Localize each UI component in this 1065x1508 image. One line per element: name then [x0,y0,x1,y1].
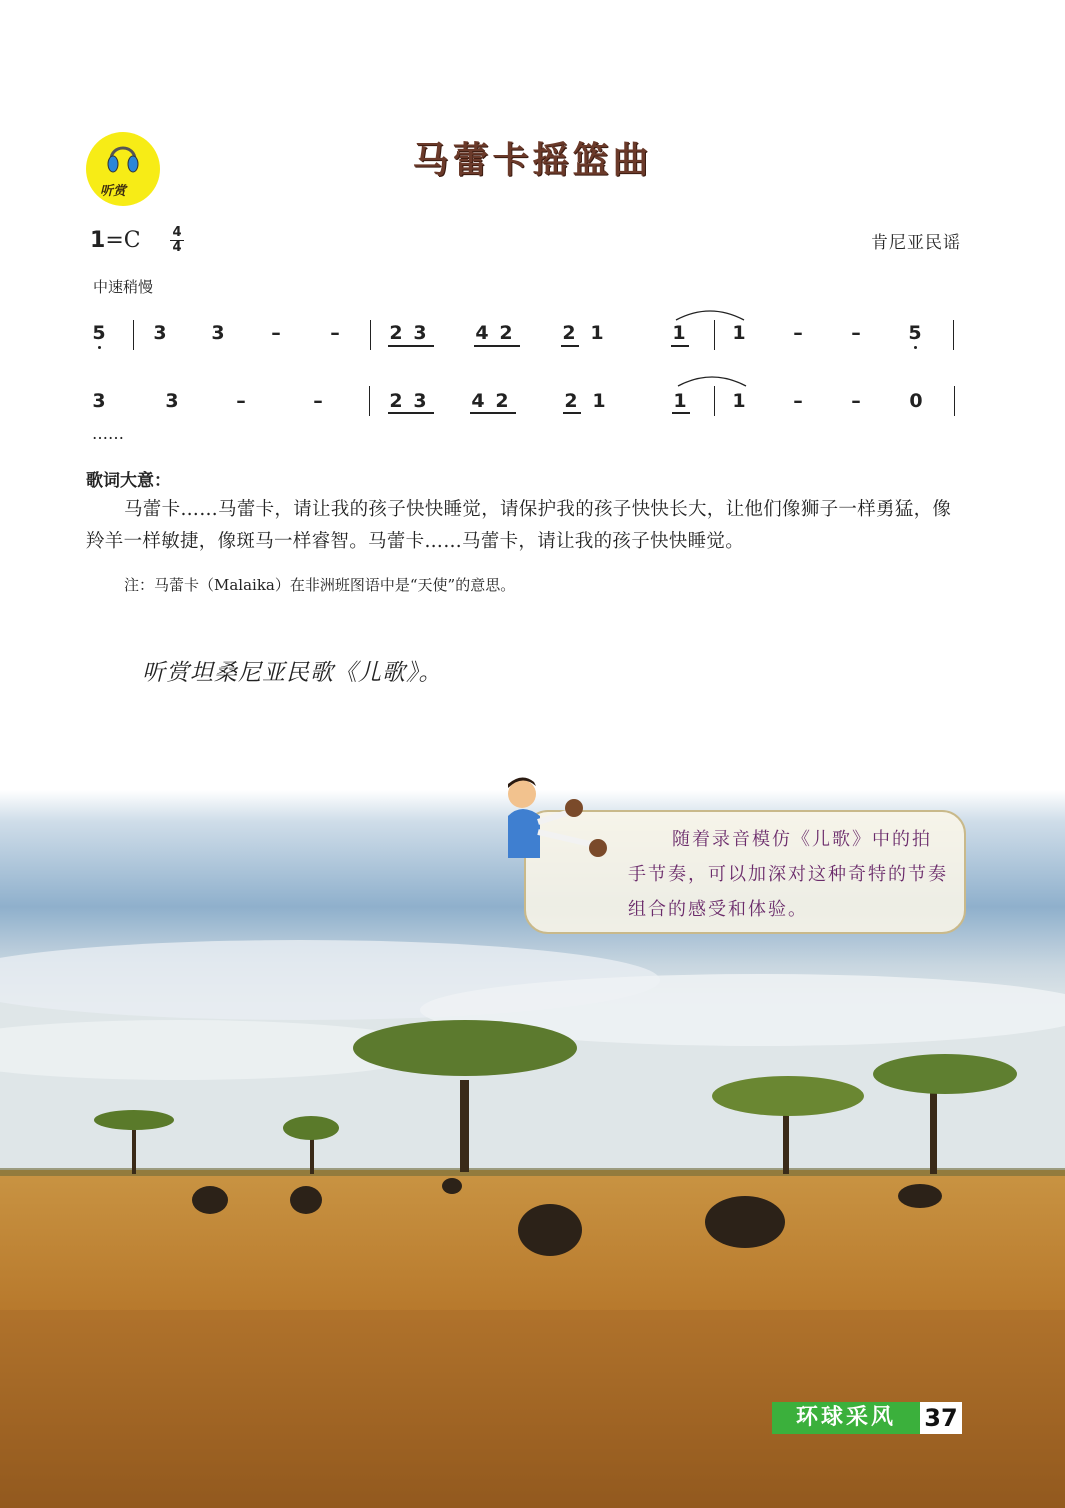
note: 5 [92,322,106,344]
note: – [851,390,861,412]
note: 4 [471,390,485,412]
page-number: 37 [920,1402,962,1434]
note: 1 [673,390,687,412]
underline [561,345,579,347]
song-title: 马蕾卡摇篮曲 [412,140,653,181]
time-top: 4 [172,225,182,240]
note: 3 [211,322,225,344]
badge-label: 听赏 [100,184,127,199]
barline [370,320,371,350]
low-octave-dot [98,346,101,349]
note: 2 [499,322,513,344]
barline [953,320,954,350]
note: – [271,322,281,344]
note: 1 [732,322,746,344]
key-tonic: 1 [90,228,106,253]
tie-slur [676,374,748,388]
note: – [851,322,861,344]
listening-task: 听赏坦桑尼亚民歌《儿歌》。 [142,660,443,686]
song-origin: 肯尼亚民谣 [871,233,961,253]
note: 3 [413,322,427,344]
note: 4 [475,322,489,344]
note: 2 [564,390,578,412]
underline [388,345,434,347]
underline [474,345,520,347]
note: 1 [592,390,606,412]
barline [954,386,955,416]
section-label: 环球采风 [772,1402,920,1434]
lyrics-text: 马蕾卡……马蕾卡，请让我的孩子快快睡觉，请保护我的孩子快快长大，让他们像狮子一样勇猛，像羚羊一样敏捷，像斑马一样睿智。马蕾卡……马蕾卡，请让我的孩子快快睡觉。 [86,499,952,552]
note: 1 [732,390,746,412]
tie-slur [674,308,746,322]
note: 3 [92,390,106,412]
footnote: 注：马蕾卡（Malaika）在非洲班图语中是“天使”的意思。 [124,576,516,594]
note: 3 [153,322,167,344]
note: 2 [389,322,403,344]
underline [671,345,689,347]
note: 1 [590,322,604,344]
underline [563,412,581,414]
note: – [793,390,803,412]
note: 0 [909,390,923,412]
barline [369,386,370,416]
teacher-with-maracas-icon [498,772,608,862]
lyrics-heading: 歌词大意： [86,471,171,491]
note: 3 [165,390,179,412]
barline [133,320,134,350]
note: 3 [413,390,427,412]
underline [470,412,516,414]
time-signature [170,226,184,255]
note: – [330,322,340,344]
bubble-text: 随着录音模仿《儿歌》中的拍手节奏，可以加深对这种奇特的节奏组合的感受和体验。 [628,829,948,920]
note: 2 [562,322,576,344]
barline [714,386,715,416]
tempo-marking: 中速稍慢 [93,278,154,296]
score-continuation: …… [92,424,124,443]
note: 5 [908,322,922,344]
note: 2 [389,390,403,412]
note: 1 [672,322,686,344]
note: – [793,322,803,344]
underline [672,412,690,414]
underline [388,412,434,414]
key-name: =C [105,228,141,253]
time-bottom: 4 [170,240,184,255]
key-signature [90,228,141,253]
low-octave-dot [914,346,917,349]
note: – [313,390,323,412]
note: – [236,390,246,412]
barline [714,320,715,350]
note: 2 [495,390,509,412]
